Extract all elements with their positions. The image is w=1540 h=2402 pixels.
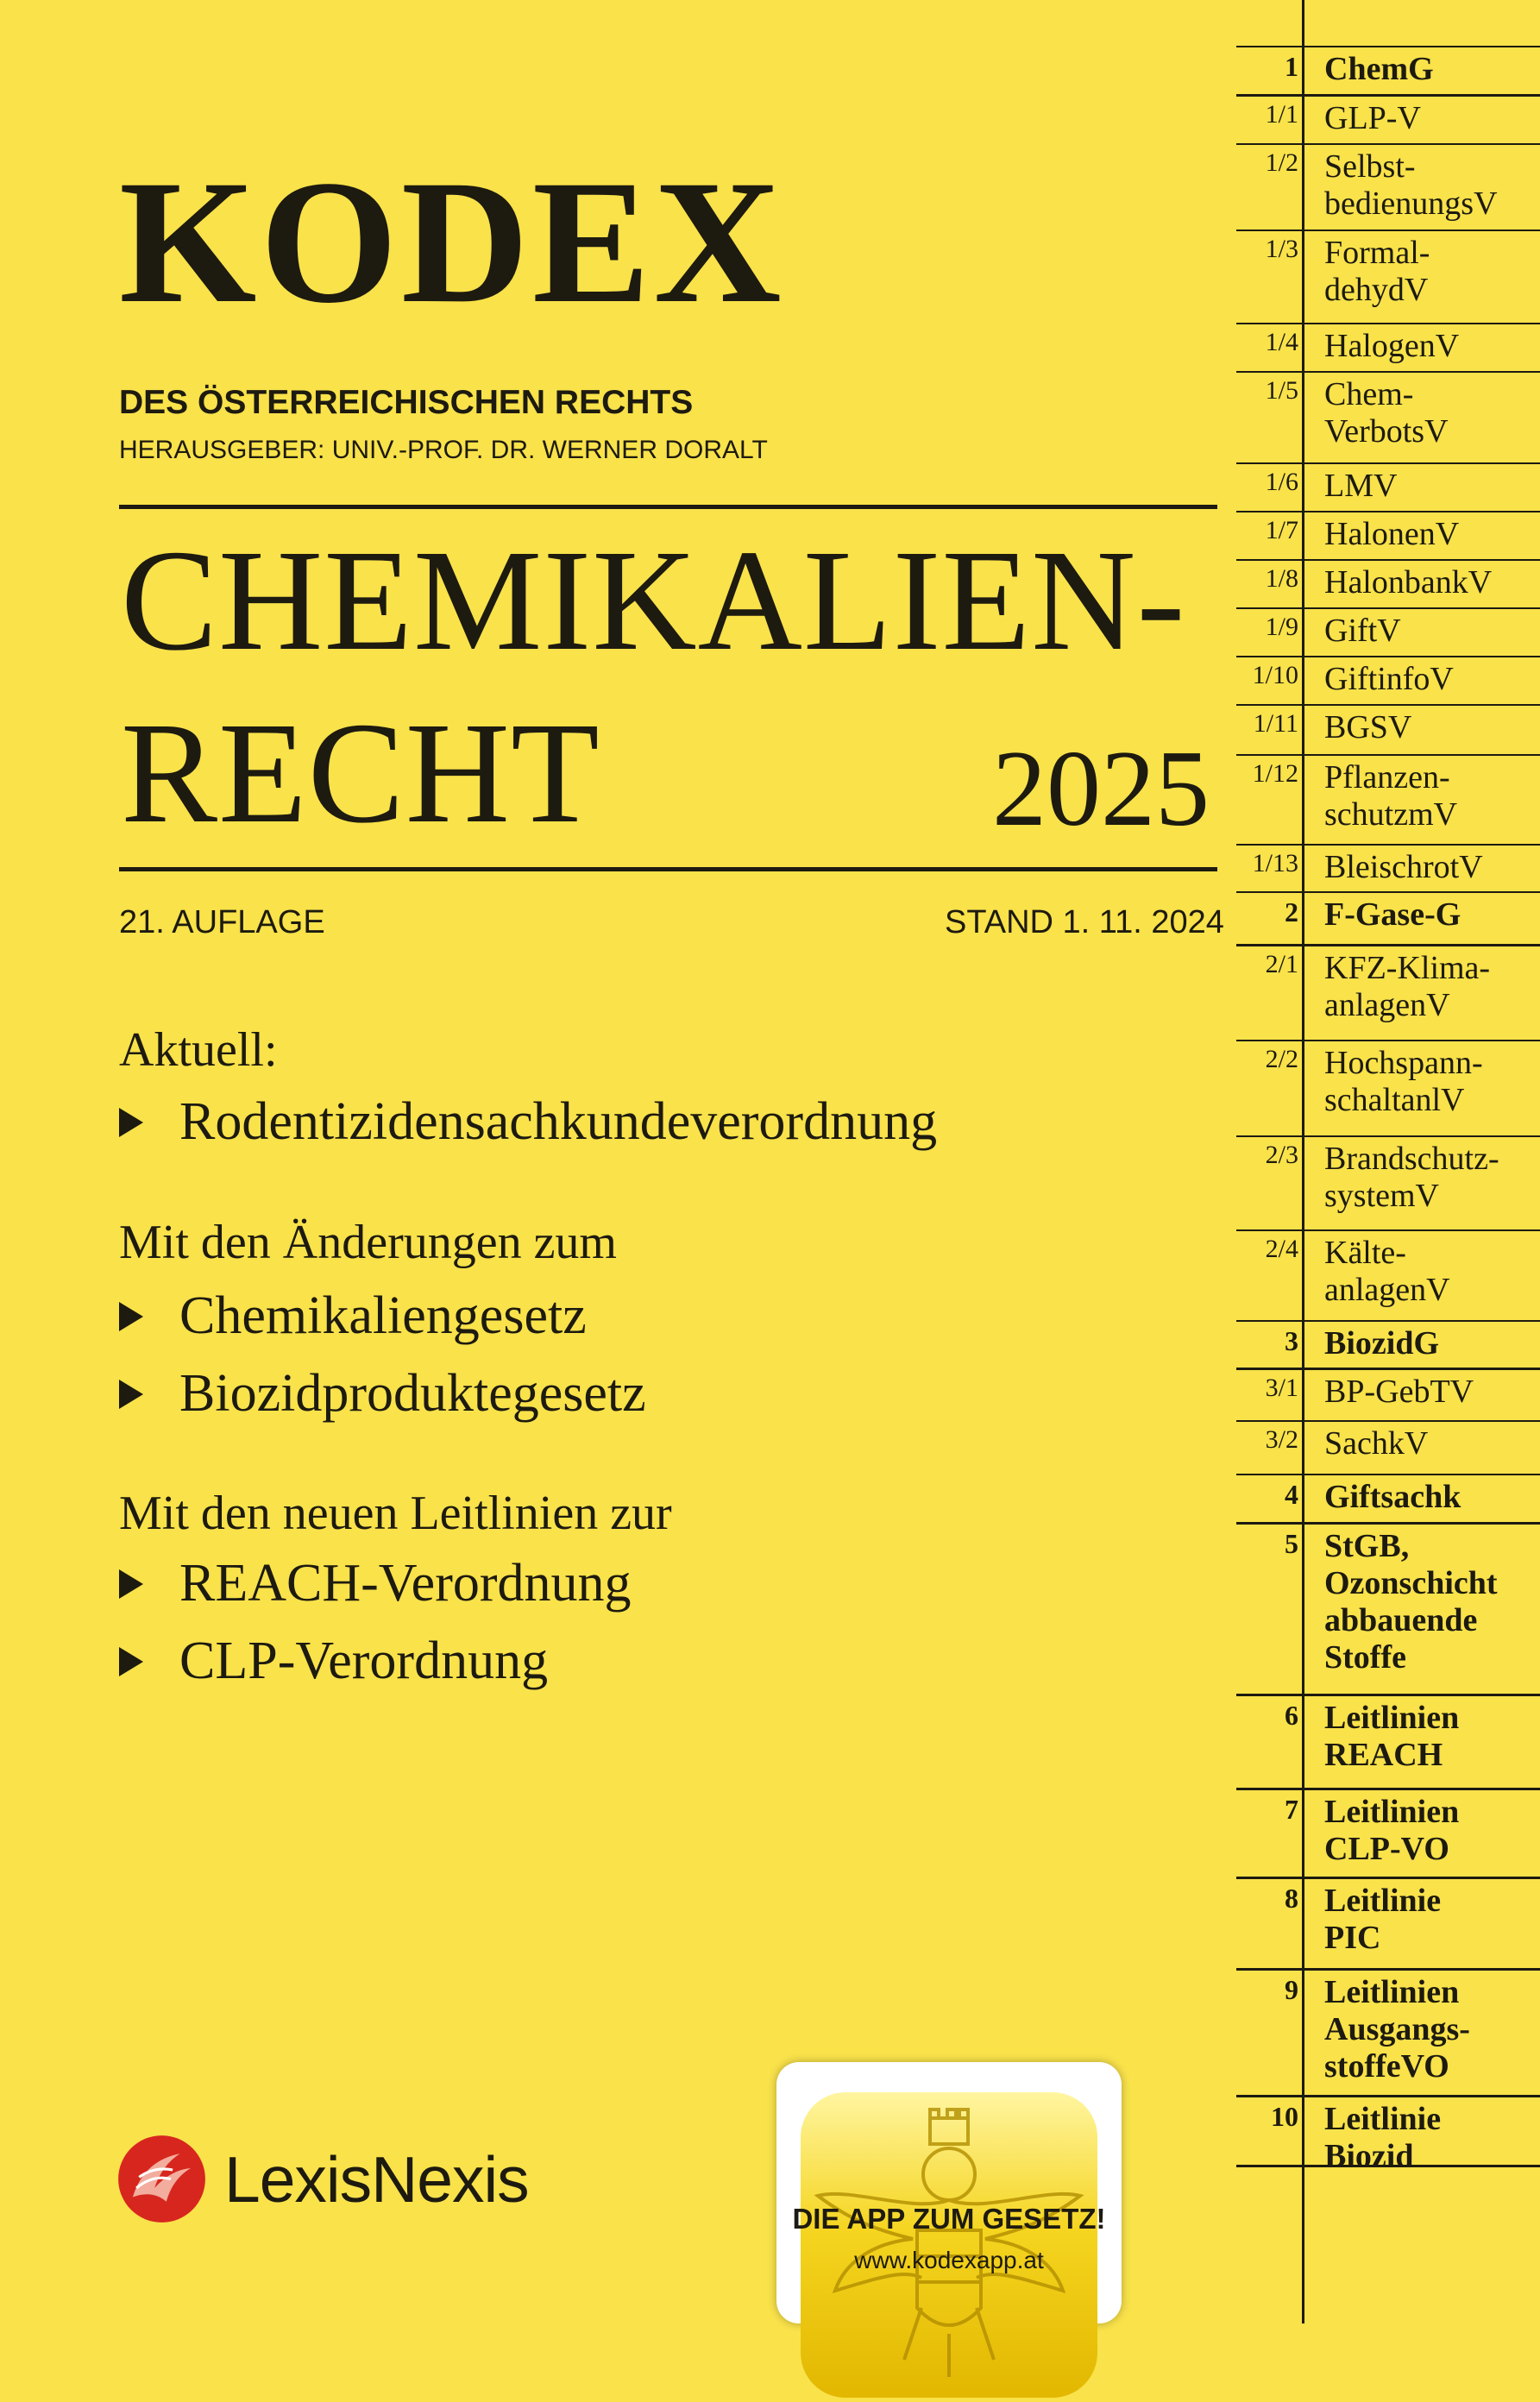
register-row [1236,97,1540,145]
register-number: 1/11 [1253,709,1298,738]
register-number: 1/8 [1265,564,1298,593]
app-slogan: DIE APP ZUM GESETZ! [792,2203,1106,2235]
register-label: Leitlinien CLP-VO [1324,1794,1460,1867]
register-row [1236,1971,1540,2097]
publisher-logo [116,2134,529,2224]
register-row [1236,756,1540,846]
register-row [1236,893,1540,946]
book-title-line2: RECHT [121,693,600,853]
register-number: 4 [1285,1479,1298,1510]
register-number: 1/12 [1252,759,1298,788]
register-label: LMV [1324,468,1398,504]
register-label: Leitlinie PIC [1324,1883,1442,1956]
register-number: 1/4 [1265,328,1298,356]
register-number: 1 [1285,51,1298,82]
register-number: 1/13 [1252,849,1298,877]
publisher-name: LexisNexis [224,2142,529,2216]
register-label: GiftV [1324,613,1401,649]
register-label: HalonenV [1324,516,1460,552]
bullet-text: Biozidproduktegesetz [179,1364,646,1423]
guidelines-item [119,1631,548,1692]
register-row [1236,1696,1540,1790]
register-row [1236,47,1540,97]
register-row [1236,1137,1540,1231]
register-row [1236,1475,1540,1525]
bullet-triangle-icon [119,1380,143,1409]
bullet-text: REACH-Verordnung [179,1554,632,1613]
register-number: 5 [1285,1528,1298,1559]
register-row [1236,1041,1540,1137]
book-title-line1: CHEMIKALIEN- [121,520,1186,681]
register-number: 2/1 [1265,950,1298,978]
register-label: BGSV [1324,709,1412,745]
register-label: Leitlinien REACH [1324,1700,1460,1773]
register-label: Giftsachk [1324,1479,1461,1515]
register-label: ChemG [1324,51,1434,87]
edition-number: 21. AUFLAGE [119,904,325,940]
changes-item [119,1286,587,1347]
register-row [1236,1231,1540,1322]
register-label: GiftinfoV [1324,661,1454,697]
app-text-wrapper [776,0,1122,2323]
series-subtitle: DES ÖSTERREICHISCHEN RECHTS [119,384,694,421]
bullet-text: Chemikaliengesetz [179,1286,587,1345]
register-number: 10 [1271,2101,1298,2132]
register-number: 2/2 [1265,1045,1298,1073]
register-row [1236,946,1540,1041]
register-row [1236,145,1540,231]
register-label: Hochspann- schaltanlV [1324,1045,1483,1118]
register-row [1236,1322,1540,1370]
register-label: Formal- dehydV [1324,235,1430,308]
register-row [1236,1525,1540,1696]
register-label: BleischrotV [1324,849,1483,885]
register-label: Pflanzen- schutzmV [1324,759,1458,833]
register-label: Kälte- anlagenV [1324,1235,1450,1308]
bullet-triangle-icon [119,1302,143,1331]
register-label: SachkV [1324,1425,1429,1462]
register-number: 1/7 [1265,516,1298,544]
register-index [1236,0,1540,2323]
register-row [1236,1790,1540,1879]
bullet-triangle-icon [119,1569,143,1599]
register-row [1236,373,1540,464]
register-row [1236,561,1540,609]
register-label: Leitlinie Biozid [1324,2101,1442,2174]
register-number: 3/2 [1265,1425,1298,1454]
register-label: Selbst- bedienungsV [1324,148,1498,222]
register-number: 8 [1285,1883,1298,1914]
bullet-triangle-icon [119,1647,143,1676]
register-row [1236,609,1540,657]
register-label: Chem- VerbotsV [1324,376,1449,450]
edition-year: 2025 [992,729,1210,849]
register-label: Leitlinien Ausgangs- stoffeVO [1324,1974,1470,2084]
app-url: www.kodexapp.at [854,2247,1044,2273]
bullet-text: CLP-Verordnung [179,1632,549,1690]
register-label: KFZ-Klima- anlagenV [1324,950,1491,1023]
register-label: GLP-V [1324,100,1421,136]
register-label: HalonbankV [1324,564,1493,600]
changes-item [119,1363,646,1424]
register-number: 2/4 [1265,1235,1298,1263]
register-label: StGB, Ozonschicht abbauende Stoffe [1324,1528,1498,1676]
stand-date: STAND 1. 11. 2024 [945,904,1224,940]
register-label: BiozidG [1324,1325,1440,1361]
register-number: 3 [1285,1325,1298,1356]
guidelines-item [119,1553,632,1614]
register-top-line [1236,0,1540,47]
lexisnexis-logo-icon [116,2134,207,2224]
register-number: 3/1 [1265,1374,1298,1402]
register-row [1236,1879,1540,1971]
register-number: 6 [1285,1700,1298,1731]
register-row [1236,231,1540,324]
register-row [1236,706,1540,756]
register-row [1236,846,1540,893]
register-number: 1/6 [1265,468,1298,496]
register-label: F-Gase-G [1324,896,1461,933]
register-label: HalogenV [1324,328,1460,364]
register-number: 2 [1285,896,1298,927]
register-number: 1/1 [1265,100,1298,129]
register-label: BP-GebTV [1324,1374,1474,1410]
register-number: 7 [1285,1794,1298,1825]
register-number: 1/2 [1265,148,1298,177]
aktuell-label: Aktuell: [119,1023,278,1077]
register-number: 1/9 [1265,613,1298,641]
register-number: 9 [1285,1974,1298,2005]
register-row [1236,657,1540,706]
brand-title: KODEX [119,144,785,340]
register-row [1236,464,1540,512]
register-row [1236,512,1540,561]
register-number: 1/10 [1252,661,1298,689]
editor-line: HERAUSGEBER: UNIV.-PROF. DR. WERNER DORALT [119,436,768,464]
register-number: 2/3 [1265,1141,1298,1169]
guidelines-label: Mit den neuen Leitlinien zur [119,1487,672,1540]
register-row [1236,324,1540,373]
register-row [1236,1422,1540,1475]
register-row [1236,1370,1540,1422]
register-number: 1/5 [1265,376,1298,405]
bullet-text: Rodentizidensachkundeverordnung [179,1092,938,1151]
changes-label: Mit den Änderungen zum [119,1216,617,1269]
register-number: 1/3 [1265,235,1298,263]
bullet-triangle-icon [119,1108,143,1137]
register-label: Brandschutz- systemV [1324,1141,1499,1214]
register-row [1236,2097,1540,2174]
